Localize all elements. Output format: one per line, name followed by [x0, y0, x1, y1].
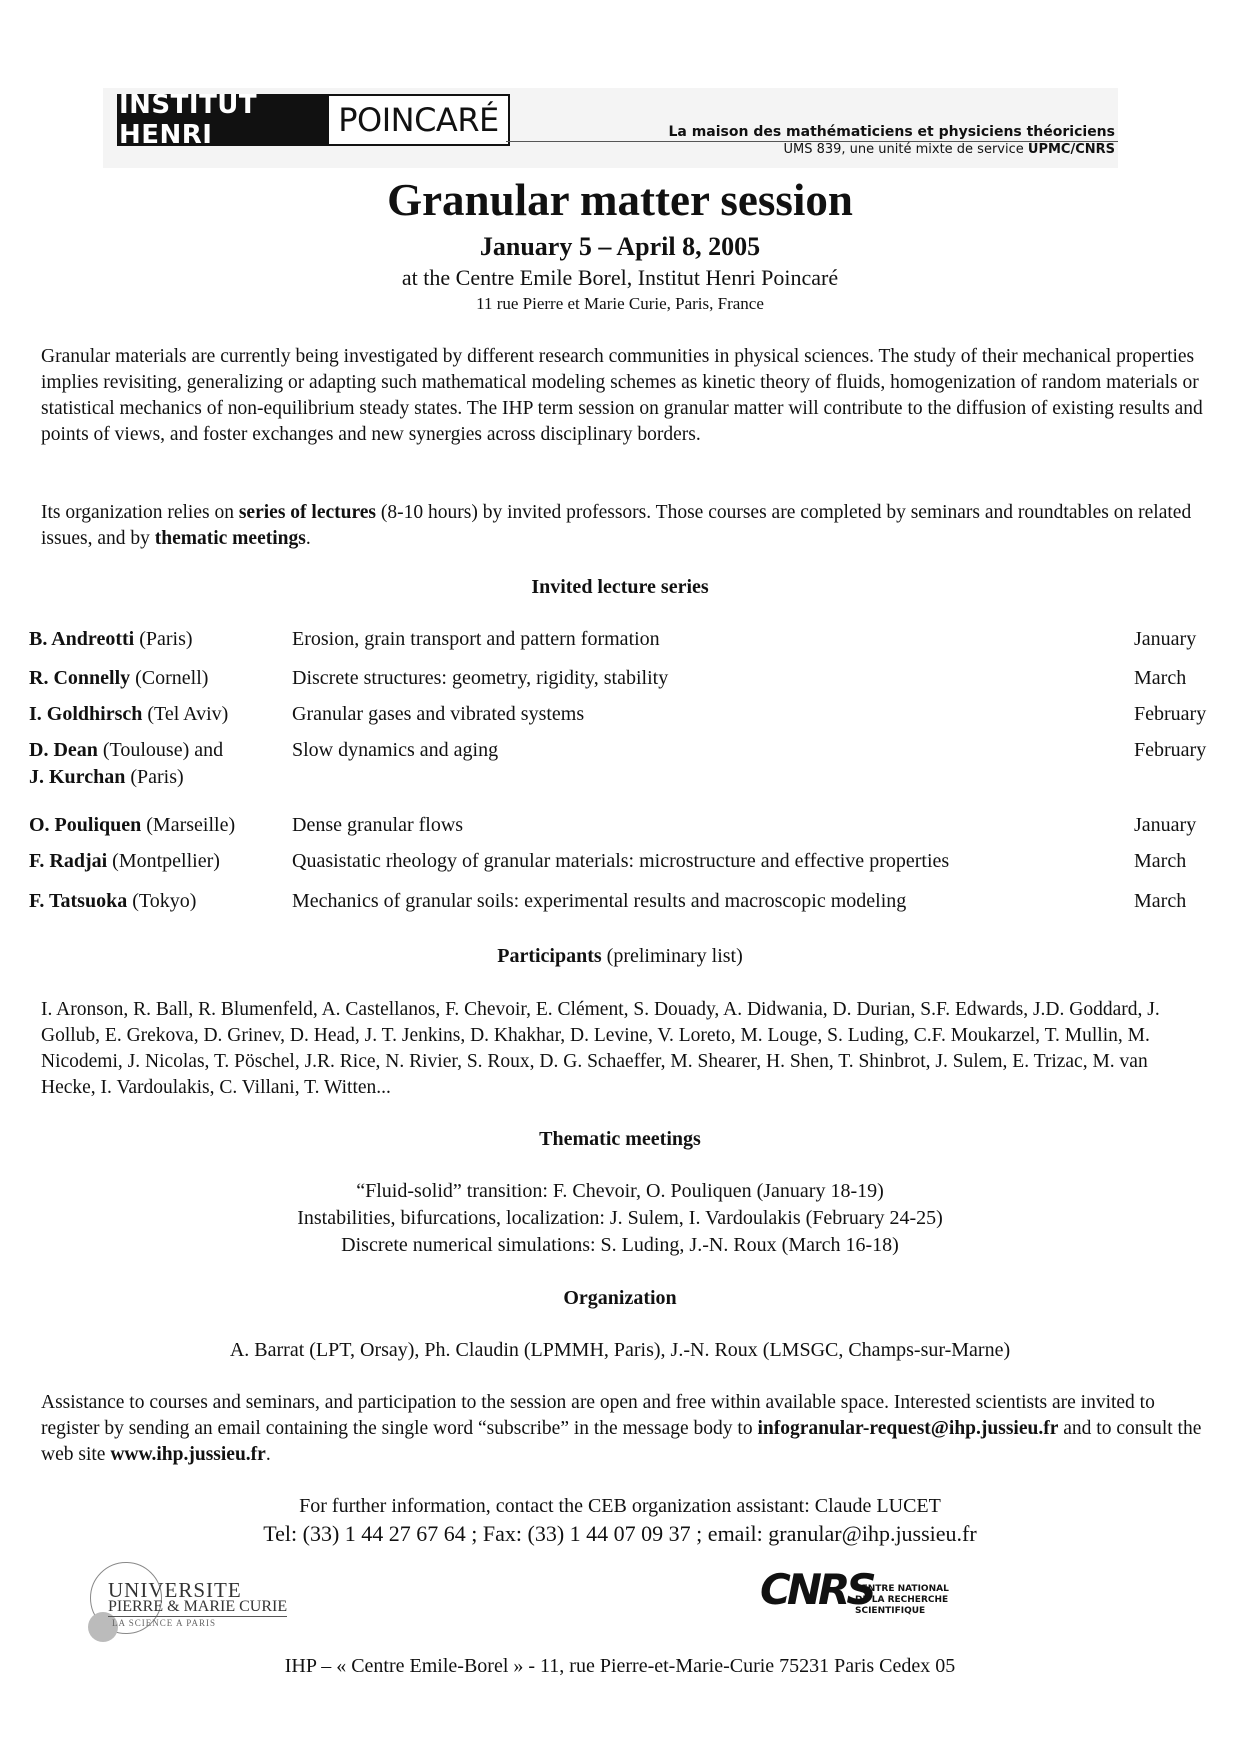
organizers: A. Barrat (LPT, Orsay), Ph. Claudin (LPMMH, Paris), J.-N. Roux (LMSGC, Champs-sur-Marne): [229, 1339, 1011, 1361]
lecture-topic: Mechanics of granular soils: experimental results and macroscopic modeling: [292, 890, 907, 912]
subtag-prefix: UMS 839, une unité mixte de service: [783, 142, 1024, 157]
lecturer: [29, 626, 289, 653]
lecturer: [29, 665, 289, 692]
thematic-item: “Fluid-solid” transition: F. Chevoir, O. Pouliquen (January 18-19): [356, 1180, 884, 1202]
upmc-line-2: PIERRE & MARIE CURIE: [108, 1598, 288, 1615]
lecturer-name: I. Goldhirsch: [29, 703, 143, 725]
subtag-bold: UPMC/CNRS: [1027, 142, 1115, 157]
lecturer-name: D. Dean: [29, 739, 98, 761]
lecturer-place: (Paris): [134, 628, 193, 650]
lecture-month: January: [1134, 814, 1197, 836]
organization-heading: Organization: [563, 1287, 677, 1309]
lecturer: [29, 888, 289, 915]
lectures-heading: Invited lecture series: [531, 576, 709, 598]
intro-paragraph: Granular materials are currently being investigated by different research communities in physical sciences. The study of their mechanical properties implies revisiting, generalizing or adapting such mathematical modeling schemes as kinetic theory of fluids, homogenization of random materials or statistical mechanics of non-equilibrium steady states. The IHP term session on granular matter will contribute to the diffusion of existing results and points of views, and foster exchanges and new synergies across disciplinary borders.: [41, 346, 1203, 445]
organization-paragraph: [41, 500, 1206, 552]
subscribe-email[interactable]: infogranular-request@ihp.jussieu.fr: [757, 1418, 1059, 1439]
cnrs-text: [855, 1584, 949, 1617]
lecture-topic: Quasistatic rheology of granular materials: microstructure and effective properties: [292, 850, 950, 872]
lecture-month: February: [1134, 739, 1207, 761]
org-text-1: Its organization relies on: [41, 502, 239, 523]
lecturer-place: (Montpellier): [107, 850, 220, 872]
lecturer-name-2: J. Kurchan: [29, 766, 126, 788]
upmc-logo: [90, 1562, 320, 1642]
org-bold-2: thematic meetings: [154, 528, 306, 549]
page-footer: IHP – « Centre Emile-Borel » - 11, rue Pierre-et-Marie-Curie 75231 Paris Cedex 05: [284, 1655, 956, 1677]
participants-heading-bold: Participants: [497, 945, 602, 967]
thematic-item: Instabilities, bifurcations, localization: J. Sulem, I. Vardoulakis (February 24-25): [297, 1207, 943, 1229]
assistance-text-2: and to consult the web site: [41, 1418, 1202, 1465]
lecturer-place: (Cornell): [130, 667, 209, 689]
logo-right-text: POINCARÉ: [329, 96, 508, 144]
lecture-topic: Dense granular flows: [292, 814, 464, 836]
thematic-item: Discrete numerical simulations: S. Luding, J.-N. Roux (March 16-18): [341, 1234, 899, 1256]
contact-line: For further information, contact the CEB organization assistant: Claude LUCET: [299, 1495, 941, 1517]
session-dates: January 5 – April 8, 2005: [479, 232, 761, 261]
upmc-line-3: LA SCIENCE A PARIS: [112, 1618, 216, 1628]
lecturer-place-2: (Paris): [125, 766, 184, 788]
lecturer: [29, 848, 289, 875]
lecturer-place: (Marseille): [141, 814, 236, 836]
lecturer-place: (Tokyo): [127, 890, 197, 912]
thematic-heading: Thematic meetings: [539, 1128, 701, 1150]
org-text-3: .: [305, 528, 311, 549]
lecturer-place: (Toulouse) and: [97, 739, 224, 761]
lecture-month: January: [1134, 628, 1197, 650]
participants-list: I. Aronson, R. Ball, R. Blumenfeld, A. Castellanos, F. Chevoir, E. Clément, S. Douady, A. Didwania, D. Durian, S.F. Edwards, J.D. Goddard, J. Gollub, E. Grekova, D. Grinev, D. Head, J. T. Jenkins, D. Khakhar, D. Levine, V. Loreto, M. Louge, S. Luding, C.F. Moukarzel, T. Mullin, M. Nicodemi, J. Nicolas, T. Pöschel, J.R. Rice, N. Rivier, S. Roux, D. G. Schaeffer, M. Shearer, H. Shen, T. Shinbrot, J. Sulem, E. Trizac, M. van Hecke, I. Vardoulakis, C. Villani, T. Witten...: [41, 999, 1160, 1098]
lecturer-name: F. Tatsuoka: [29, 890, 128, 912]
lecturer: [29, 812, 289, 839]
lecture-topic: Granular gases and vibrated systems: [292, 703, 585, 725]
org-bold-1: series of lectures: [238, 502, 377, 523]
participants-note: (preliminary list): [601, 945, 743, 967]
lecturer-place: (Tel Aviv): [142, 703, 229, 725]
cnrs-logo: [760, 1560, 960, 1640]
assistance-text-1: Assistance to courses and seminars, and participation to the session are open and free within available space. Interested scientists are invited to register by sending an email containing the single word “subscribe” in the message body to: [41, 1392, 1155, 1439]
header-tagline: La maison des mathématiciens et physiciens théoriciens: [668, 124, 1115, 140]
lecture-topic: Erosion, grain transport and pattern formation: [292, 628, 660, 650]
lecture-month: March: [1134, 850, 1187, 872]
org-text-2: (8-10 hours) by invited professors. Those courses are completed by seminars and roundtables on related issues, and by: [41, 502, 1192, 549]
website-link[interactable]: www.ihp.jussieu.fr: [110, 1444, 266, 1465]
session-address: 11 rue Pierre et Marie Curie, Paris, France: [476, 294, 764, 313]
cnrs-line-1: CENTRE NATIONAL: [855, 1584, 949, 1594]
cnrs-mark: CNRS: [760, 1565, 873, 1614]
lecture-month: March: [1134, 667, 1187, 689]
lecture-month: February: [1134, 703, 1207, 725]
lecturer-name: B. Andreotti: [29, 628, 135, 650]
header-subtag: [783, 142, 1115, 157]
lecture-topic: Discrete structures: geometry, rigidity, stability: [292, 667, 669, 689]
contact-details: Tel: (33) 1 44 27 67 64 ; Fax: (33) 1 44 07 09 37 ; email: granular@ihp.jussieu.fr: [263, 1521, 977, 1546]
session-venue: at the Centre Emile Borel, Institut Henri Poincaré: [401, 265, 839, 290]
lecturer: [29, 701, 289, 728]
lecturer-name: O. Pouliquen: [29, 814, 142, 836]
upmc-line-1: UNIVERSITE: [108, 1578, 242, 1602]
cnrs-line-2: DE LA RECHERCHE: [855, 1595, 949, 1605]
cnrs-line-3: SCIENTIFIQUE: [855, 1606, 926, 1616]
ihp-logo: [117, 90, 510, 150]
assistance-text-3: .: [265, 1444, 271, 1465]
lecture-month: March: [1134, 890, 1187, 912]
lecturer-name: R. Connelly: [29, 667, 131, 689]
lecture-topic: Slow dynamics and aging: [292, 739, 499, 761]
lecturer-name: F. Radjai: [29, 850, 108, 872]
participants-heading: [0, 945, 1240, 968]
page-title: Granular matter session: [387, 175, 853, 225]
lecturer: [29, 737, 289, 791]
logo-left-text: INSTITUT HENRI: [119, 96, 329, 144]
assistance-paragraph: [41, 1390, 1206, 1468]
